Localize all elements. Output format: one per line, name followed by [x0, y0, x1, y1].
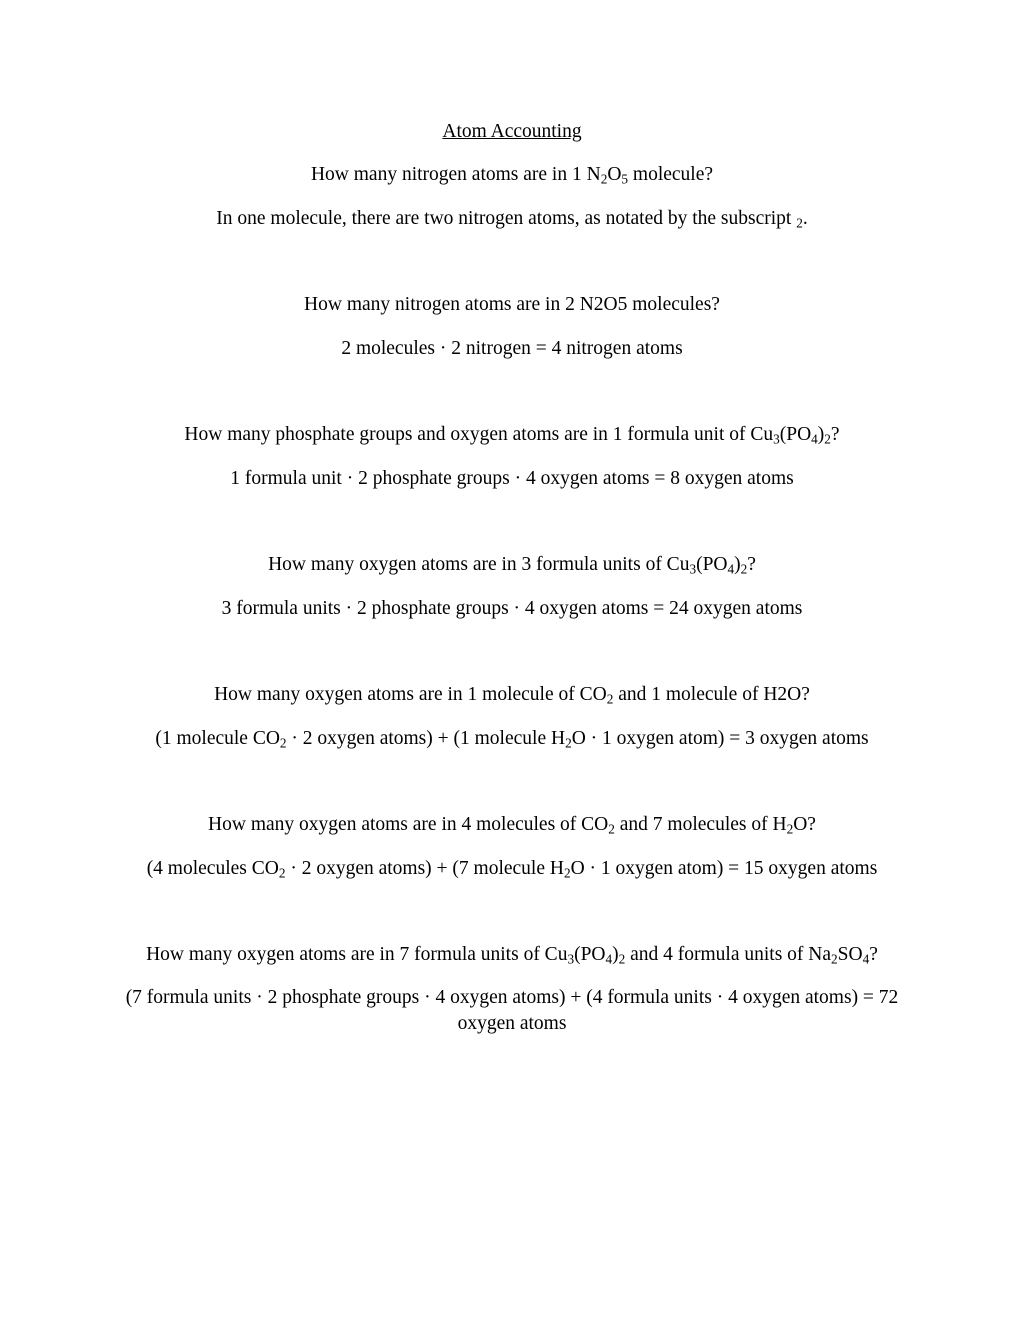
- answer-7: (7 formula units · 2 phosphate groups · 4 oxygen atoms) + (4 formula units · 4 oxygen atoms) = 72 oxygen atoms: [125, 987, 899, 1034]
- question-1: How many nitrogen atoms are in 1 $N_2O_5$ molecule?: [310, 164, 714, 187]
- answer-6: (4 molecules $CO_2 \cdot 2$ oxygen atoms) + (7 molecule $H_2O \cdot 1$ oxygen atom) = 15 oxygen atoms: [146, 858, 878, 881]
- question-6: How many oxygen atoms are in 4 molecules of $CO_2$ and 7 molecules of $H_2O$?: [208, 814, 816, 837]
- answer-4: 3 formula units · 2 phosphate groups · 4 oxygen atoms = 24 oxygen atoms: [221, 598, 803, 619]
- question-3: How many phosphate groups and oxygen atoms are in 1 formula unit of $Cu_3(PO_4)_2$?: [184, 424, 840, 447]
- question-2: How many nitrogen atoms are in 2 N2O5 molecules?: [304, 294, 720, 315]
- answer-5: (1 molecule $CO_2 \cdot 2$ oxygen atoms) + (1 molecule $H_2O \cdot 1$ oxygen atom) = 3 oxygen atoms: [155, 728, 869, 751]
- question-7: How many oxygen atoms are in 7 formula units of $Cu_3(PO_4)_2$ and 4 formula units of $Na_2SO_4$?: [146, 944, 878, 967]
- answer-2: 2 molecules · 2 nitrogen = 4 nitrogen atoms: [341, 338, 683, 359]
- question-5: How many oxygen atoms are in 1 molecule of $CO_2$ and 1 molecule of H2O?: [214, 684, 810, 707]
- answer-1: In one molecule, there are two nitrogen atoms, as notated by the subscript $_2$.: [216, 208, 808, 231]
- question-4: How many oxygen atoms are in 3 formula units of $Cu_3(PO_4)_2$?: [268, 554, 756, 577]
- answer-3: 1 formula unit · 2 phosphate groups · 4 oxygen atoms = 8 oxygen atoms: [230, 468, 794, 489]
- document-title: Atom Accounting: [442, 121, 582, 142]
